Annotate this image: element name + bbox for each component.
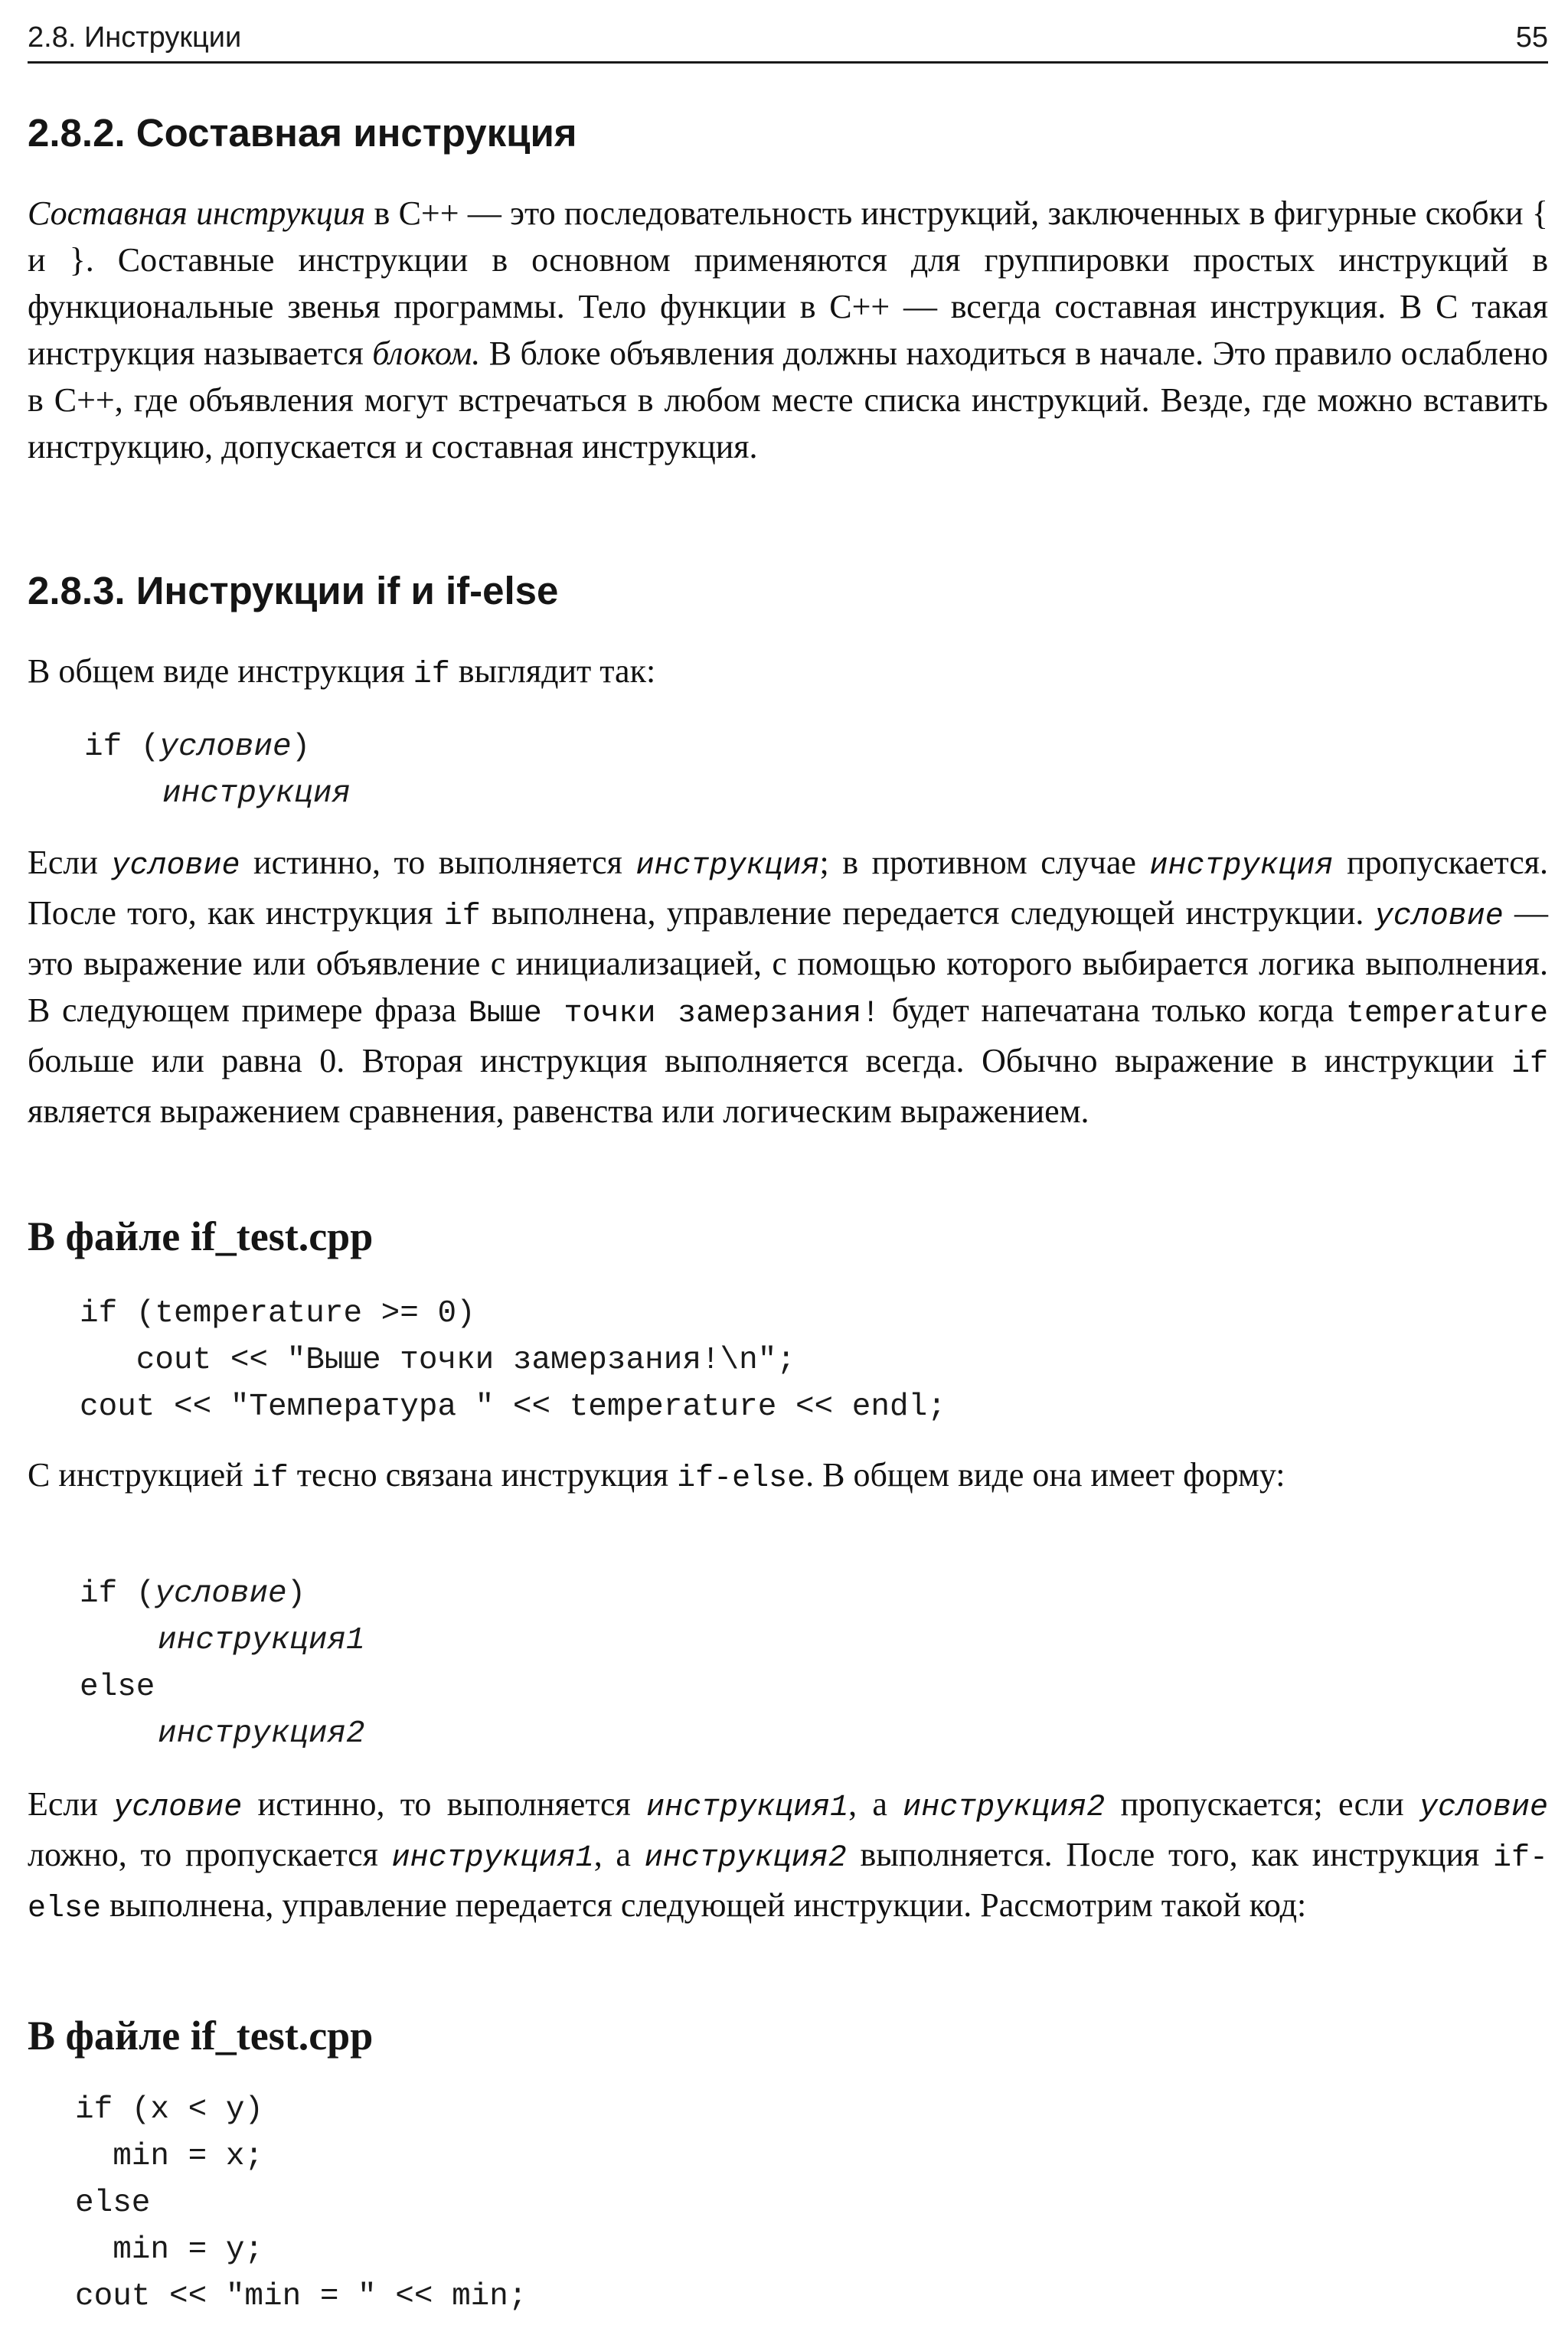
code-listing-min: if (x < y) min = x; else min = y; cout << "min = " << min;	[75, 2092, 528, 2314]
running-head	[28, 12, 1548, 64]
section-2-8-2-heading: 2.8.2. Составная инструкция	[28, 111, 577, 155]
code-listing-temperature: if (temperature >= 0) cout << "Выше точки замерзания!\n"; cout << "Температура " << temperature << endl;	[80, 1296, 946, 1425]
if-intro-paragraph: В общем виде инструкция if выглядит так:	[28, 652, 656, 692]
if-explanation-paragraph: Если условие истинно, то выполняется инструкция; в противном случае инструкция пропускается. После того, как инструкция if выполнена, управление передается следующей инструкции. условие — это выражение или объявление с инициализацией, с помощью которого выбирается логика выполнения. В следующем примере фраза Выше точки замерзания! будет напечатана только когда temperature больше или равна 0. Вторая инструкция выполняется всегда. Обычно выражение в инструкции if является выражением сравнения, равенства или логическим выражением.	[28, 844, 1548, 1130]
section-2-8-3-heading: 2.8.3. Инструкции if и if-else	[28, 569, 559, 612]
if-else-explanation-paragraph: Если условие истинно, то выполняется инструкция1, а инструкция2 пропускается; если условие ложно, то пропускается инструкция1, а инструкция2 выполняется. После того, как инструкция if-else выполнена, управление передается следующей инструкции. Рассмотрим такой код:	[28, 1785, 1549, 1926]
file-label-if-test-1: В файле if_test.cpp	[28, 1213, 374, 1259]
if-syntax-block: if (условие) инструкция	[84, 730, 351, 811]
running-head-section: 2.8. Инструкции	[28, 21, 242, 54]
term-compound-statement: Составная инструкция	[28, 194, 366, 232]
compound-statement-paragraph: Составная инструкция в C++ — это последовательность инструкций, заключенных в фигурные скобки { и }. Составные инструкции в основном применяются для группировки простых инструкций в функциональные звенья программы. Тело функции в C++ — всегда составная инструкция. В C такая инструкция называется блоком. В блоке объявления должны находиться в начале. Это правило ослаблено в C++, где объявления могут встречаться в любом месте списка инструкций. Везде, где можно вставить инструкцию, допускается и составная инструкция.	[28, 194, 1549, 465]
if-else-syntax-block: if (условие) инструкция1 else инструкция2	[80, 1576, 365, 1752]
file-label-if-test-2: В файле if_test.cpp	[28, 2013, 374, 2059]
term-block: блоком.	[372, 335, 481, 372]
book-page	[28, 12, 1549, 2314]
page-number: 55	[1515, 21, 1548, 54]
if-else-intro-paragraph: С инструкцией if тесно связана инструкция if-else. В общем виде она имеет форму:	[28, 1456, 1285, 1496]
